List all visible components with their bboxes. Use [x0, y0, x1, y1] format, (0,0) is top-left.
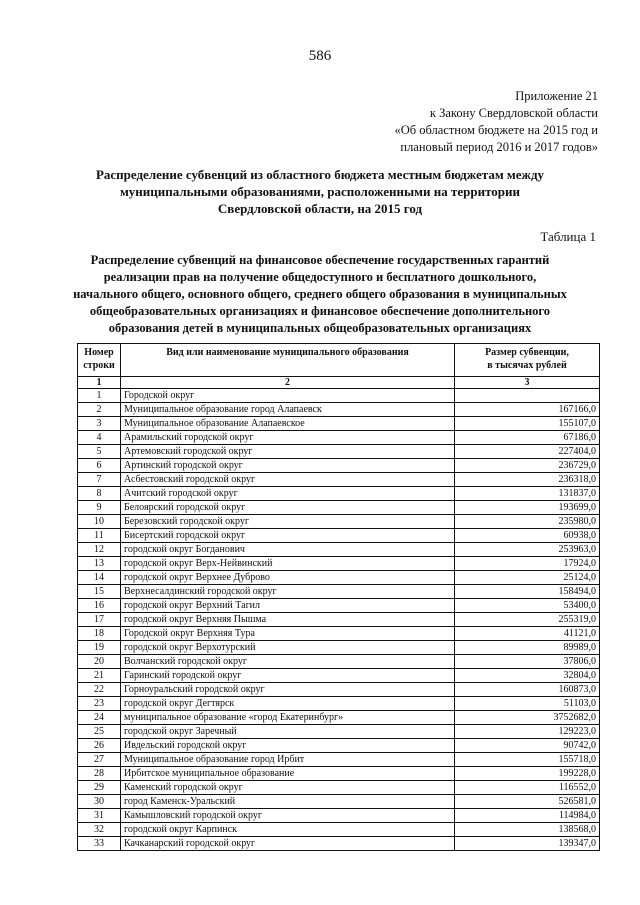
table-row	[78, 683, 600, 697]
row-number: 18	[78, 627, 121, 641]
municipality-name: Муниципальное образование город Ирбит	[121, 753, 455, 767]
row-number: 29	[78, 781, 121, 795]
table-row	[78, 823, 600, 837]
row-number: 28	[78, 767, 121, 781]
table-row	[78, 795, 600, 809]
table-row	[78, 627, 600, 641]
subsidy-amount: 116552,0	[455, 781, 600, 795]
appendix-line: Приложение 21	[515, 89, 598, 103]
row-number: 1	[78, 389, 121, 403]
row-number: 15	[78, 585, 121, 599]
document-title-line: Свердловской области, на 2015 год	[217, 201, 423, 216]
row-number: 6	[78, 459, 121, 473]
municipality-name: Ачитский городской округ	[121, 487, 455, 501]
appendix-reference	[394, 88, 598, 156]
subsidy-amount: 167166,0	[455, 403, 600, 417]
municipality-name: городской округ Верх-Нейвинский	[121, 557, 455, 571]
row-number: 12	[78, 543, 121, 557]
municipality-name: Муниципальное образование город Алапаевск	[121, 403, 455, 417]
row-number: 3	[78, 417, 121, 431]
subsidy-amount: 25124,0	[455, 571, 600, 585]
table-row	[78, 711, 600, 725]
table-row	[78, 543, 600, 557]
subsidy-amount: 155718,0	[455, 753, 600, 767]
table-title-line: реализации прав на получение общедоступного и бесплатного дошкольного,	[103, 270, 537, 284]
row-number: 14	[78, 571, 121, 585]
table-row	[78, 417, 600, 431]
header-row-number	[78, 344, 121, 377]
municipality-name: Камышловский городской округ	[121, 809, 455, 823]
row-number: 25	[78, 725, 121, 739]
municipality-name: Бисертский городской округ	[121, 529, 455, 543]
row-number: 9	[78, 501, 121, 515]
subsidy-amount: 255319,0	[455, 613, 600, 627]
municipality-name: Ивдельский городской округ	[121, 739, 455, 753]
header-text: Номер	[84, 347, 114, 358]
table-row	[78, 725, 600, 739]
municipality-name: городской округ Дегтярск	[121, 697, 455, 711]
row-number: 17	[78, 613, 121, 627]
subsidy-amount: 32804,0	[455, 669, 600, 683]
table-title-line: начального общего, основного общего, среднего общего образования в муниципальных	[73, 287, 567, 301]
column-number-row	[78, 377, 600, 389]
row-number: 13	[78, 557, 121, 571]
table-row	[78, 515, 600, 529]
table-row	[78, 669, 600, 683]
row-number: 24	[78, 711, 121, 725]
municipality-name: Артинский городской округ	[121, 459, 455, 473]
subsidy-amount: 139347,0	[455, 837, 600, 851]
table-row	[78, 487, 600, 501]
appendix-line: плановый период 2016 и 2017 годов»	[400, 140, 598, 154]
subsidy-amount	[455, 389, 600, 403]
municipality-name: Каменский городской округ	[121, 781, 455, 795]
municipality-name: муниципальное образование «город Екатеринбург»	[121, 711, 455, 725]
subsidy-amount: 90742,0	[455, 739, 600, 753]
municipality-name: городской округ Верхняя Пышма	[121, 613, 455, 627]
row-number: 33	[78, 837, 121, 851]
table-row	[78, 529, 600, 543]
municipality-name: Муниципальное образование Алапаевское	[121, 417, 455, 431]
table-row	[78, 459, 600, 473]
row-number: 21	[78, 669, 121, 683]
table-row	[78, 613, 600, 627]
municipality-name: Березовский городской округ	[121, 515, 455, 529]
table-row	[78, 473, 600, 487]
row-number: 22	[78, 683, 121, 697]
subsidy-amount: 526581,0	[455, 795, 600, 809]
municipality-name: Волчанский городской округ	[121, 655, 455, 669]
subsidy-amount: 227404,0	[455, 445, 600, 459]
subsidy-amount: 235980,0	[455, 515, 600, 529]
column-number: 2	[121, 377, 455, 389]
municipality-name: Верхнесалдинский городской округ	[121, 585, 455, 599]
table-row	[78, 697, 600, 711]
appendix-line: к Закону Свердловской области	[429, 106, 598, 120]
subsidy-amount: 41121,0	[455, 627, 600, 641]
header-municipality: Вид или наименование муниципального образования	[121, 344, 455, 377]
row-number: 11	[78, 529, 121, 543]
table-row	[78, 655, 600, 669]
row-number: 8	[78, 487, 121, 501]
table-row	[78, 641, 600, 655]
header-subsidy-amount	[455, 344, 600, 377]
table-row	[78, 599, 600, 613]
row-number: 4	[78, 431, 121, 445]
row-number: 32	[78, 823, 121, 837]
table-row	[78, 767, 600, 781]
table-header-row	[78, 344, 600, 377]
row-number: 10	[78, 515, 121, 529]
municipality-name: Ирбитское муниципальное образование	[121, 767, 455, 781]
municipality-name: городской округ Верхний Тагил	[121, 599, 455, 613]
subsidy-amount: 138568,0	[455, 823, 600, 837]
municipality-name: Белоярский городской округ	[121, 501, 455, 515]
subsidy-amount: 253963,0	[455, 543, 600, 557]
municipality-name: городской округ Верхнее Дуброво	[121, 571, 455, 585]
municipality-name: город Каменск-Уральский	[121, 795, 455, 809]
subsidy-amount: 17924,0	[455, 557, 600, 571]
header-text: в тысячах рублей	[487, 360, 567, 371]
municipality-name: Гаринский городской округ	[121, 669, 455, 683]
row-number: 19	[78, 641, 121, 655]
table-title-line: образования детей в муниципальных общеобразовательных организациях	[108, 321, 532, 335]
subsidy-amount: 236729,0	[455, 459, 600, 473]
table-body	[78, 389, 600, 851]
table-row	[78, 501, 600, 515]
table-title-line: Распределение субвенций на финансовое обеспечение государственных гарантий	[90, 253, 550, 267]
municipality-name: Городской округ	[121, 389, 455, 403]
document-title-line: Распределение субвенций из областного бюджета местным бюджетам между	[95, 167, 545, 182]
table-row	[78, 739, 600, 753]
row-number: 23	[78, 697, 121, 711]
table-row	[78, 403, 600, 417]
column-number: 3	[455, 377, 600, 389]
municipality-name: городской округ Карпинск	[121, 823, 455, 837]
municipality-name: городской округ Верхотурский	[121, 641, 455, 655]
table-row	[78, 809, 600, 823]
municipality-name: Асбестовский городской округ	[121, 473, 455, 487]
table-row	[78, 837, 600, 851]
table-label: Таблица 1	[540, 229, 596, 244]
table-row	[78, 389, 600, 403]
subsidy-amount: 60938,0	[455, 529, 600, 543]
subsidy-amount: 114984,0	[455, 809, 600, 823]
municipality-name: Артемовский городской округ	[121, 445, 455, 459]
row-number: 30	[78, 795, 121, 809]
table-row	[78, 781, 600, 795]
subsidy-amount: 53400,0	[455, 599, 600, 613]
document-title	[60, 166, 580, 217]
table-title-line: общеобразовательных организациях и финансовое обеспечение дополнительного	[89, 304, 551, 318]
page-number: 586	[308, 48, 332, 64]
municipality-name: Городской округ Верхняя Тура	[121, 627, 455, 641]
subsidy-table	[77, 343, 600, 851]
table-row	[78, 571, 600, 585]
table-row	[78, 753, 600, 767]
municipality-name: Арамильский городской округ	[121, 431, 455, 445]
appendix-line: «Об областном бюджете на 2015 год и	[394, 123, 598, 137]
row-number: 20	[78, 655, 121, 669]
row-number: 26	[78, 739, 121, 753]
row-number: 27	[78, 753, 121, 767]
row-number: 7	[78, 473, 121, 487]
subsidy-amount: 51103,0	[455, 697, 600, 711]
table-row	[78, 431, 600, 445]
subsidy-amount: 199228,0	[455, 767, 600, 781]
municipality-name: Качканарский городской округ	[121, 837, 455, 851]
subsidy-amount: 155107,0	[455, 417, 600, 431]
row-number: 16	[78, 599, 121, 613]
header-text: Размер субвенции,	[485, 347, 569, 358]
subsidy-amount: 160873,0	[455, 683, 600, 697]
table-row	[78, 585, 600, 599]
subsidy-amount: 131837,0	[455, 487, 600, 501]
table-row	[78, 445, 600, 459]
subsidy-amount: 3752682,0	[455, 711, 600, 725]
row-number: 31	[78, 809, 121, 823]
subsidy-amount: 67186,0	[455, 431, 600, 445]
document-title-line: муниципальными образованиями, расположенными на территории	[119, 184, 521, 199]
table-row	[78, 557, 600, 571]
header-text: строки	[83, 360, 115, 371]
row-number: 5	[78, 445, 121, 459]
municipality-name: городской округ Богданович	[121, 543, 455, 557]
subsidy-amount: 193699,0	[455, 501, 600, 515]
subsidy-amount: 89989,0	[455, 641, 600, 655]
municipality-name: городской округ Заречный	[121, 725, 455, 739]
row-number: 2	[78, 403, 121, 417]
subsidy-amount: 37806,0	[455, 655, 600, 669]
municipality-name: Горноуральский городской округ	[121, 683, 455, 697]
subsidy-amount: 236318,0	[455, 473, 600, 487]
subsidy-amount: 129223,0	[455, 725, 600, 739]
column-number: 1	[78, 377, 121, 389]
table-title	[40, 252, 600, 337]
subsidy-amount: 158494,0	[455, 585, 600, 599]
